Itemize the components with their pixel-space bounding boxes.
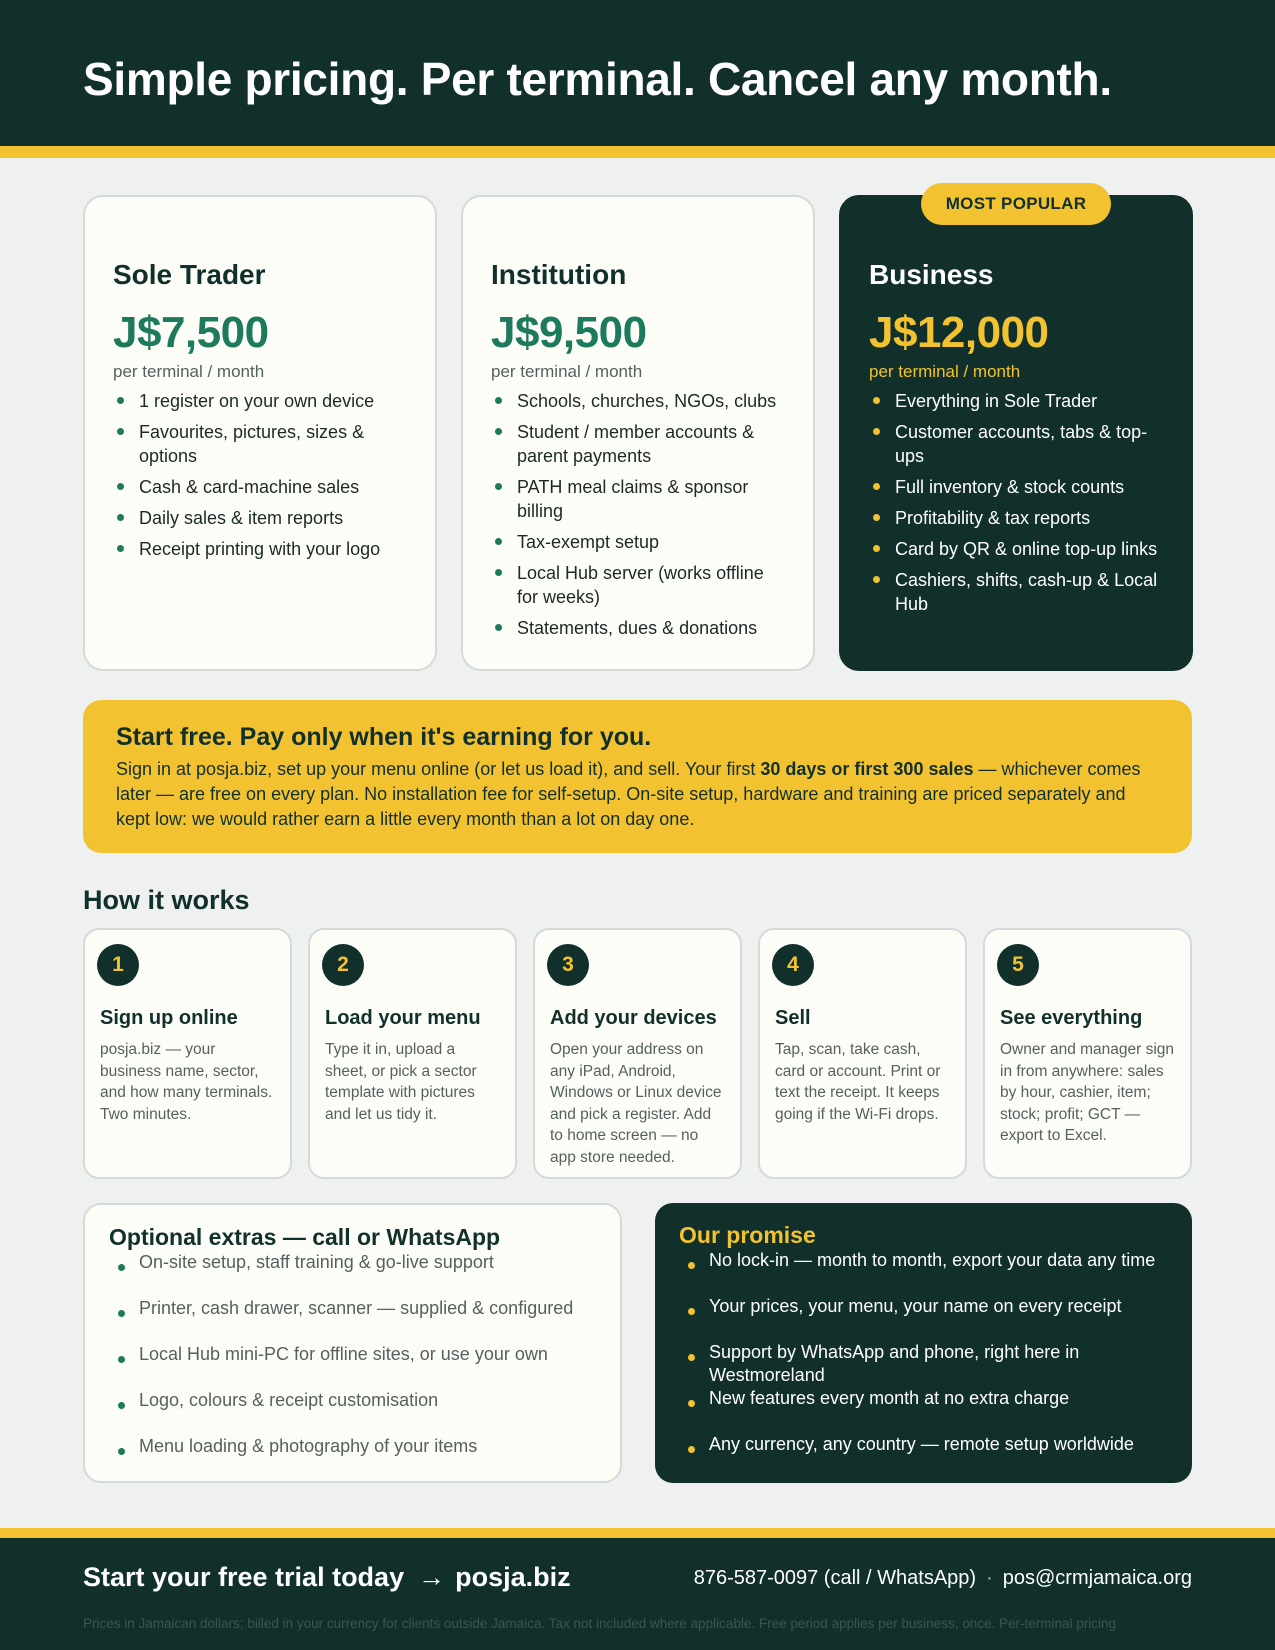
step-number: 2 — [322, 944, 364, 986]
plan-name: Sole Trader — [113, 259, 266, 290]
extras-item: Logo, colours & receipt customisation — [109, 1389, 596, 1435]
plan-price: J$7,500 — [113, 308, 269, 357]
extras-item: Menu loading & photography of your items — [109, 1435, 596, 1481]
page-footer — [0, 1538, 1275, 1650]
plan-feature: Cashiers, shifts, cash-up & Local Hub — [869, 568, 1163, 616]
header-accent-stripe — [0, 146, 1275, 158]
plan-price-unit: per terminal / month — [869, 362, 1021, 381]
step-number: 1 — [97, 944, 139, 986]
plan-feature: Everything in Sole Trader — [869, 389, 1163, 413]
banner-text — [116, 757, 1159, 832]
plan-feature: Full inventory & stock counts — [869, 475, 1163, 499]
banner-text-end: — whichever comes later — are free on every plan. No installation fee for self-setup. On-site setup, hardware and training are priced separately and kept low: we would rather earn a little every month than a lot on day one. — [116, 759, 1141, 829]
promise-item: No lock-in — month to month, export your data any time — [679, 1249, 1168, 1295]
step-number: 5 — [997, 944, 1039, 986]
fine-print: Prices in Jamaican dollars; billed in your currency for clients outside Jamaica. Tax not included where applicable. Free period applies per business, once. Per-terminal pricing — [83, 1616, 1117, 1631]
plan-feature: Student / member accounts & parent payments — [491, 420, 785, 468]
step-text: Type it in, upload a sheet, or pick a sector template with pictures and let us tidy it. — [325, 1041, 477, 1123]
contact-info — [694, 1567, 1192, 1590]
plan-price-unit: per terminal / month — [113, 362, 265, 381]
promise-title: Our promise — [679, 1222, 816, 1248]
plan-feature: Daily sales & item reports — [113, 506, 407, 530]
cta-text: Start your free trial today — [83, 1562, 405, 1592]
plan-feature: Receipt printing with your logo — [113, 537, 407, 561]
step-card-5 — [983, 928, 1192, 1179]
plan-feature-list — [869, 389, 1163, 616]
plan-feature: Statements, dues & donations — [491, 616, 785, 640]
step-text: Owner and manager sign in from anywhere: sales by hour, cashier, item; stock; profit; GCT — export to Excel. — [1000, 1041, 1175, 1144]
promise-list — [679, 1249, 1168, 1479]
step-title: See everything — [1000, 1007, 1143, 1029]
plan-feature: Tax-exempt setup — [491, 530, 785, 554]
page-title: Simple pricing. Per terminal. Cancel any month. — [83, 53, 1112, 105]
free-trial-cta — [83, 1562, 571, 1593]
step-text: Open your address on any iPad, Android, Windows or Linux device and pick a register. Add to home screen — no app store needed. — [550, 1041, 722, 1166]
step-card-4 — [758, 928, 967, 1179]
step-text: Tap, scan, take cash, card or account. Print or text the receipt. It keeps going if the Wi-Fi drops. — [775, 1041, 941, 1123]
banner-text-start: Sign in at posja.biz, set up your menu online (or let us load it), and sell. Your first — [116, 759, 761, 779]
phone-link[interactable]: 876-587-0097 (call / WhatsApp) — [693, 1567, 977, 1589]
how-it-works-heading: How it works — [83, 885, 250, 915]
step-title: Sell — [775, 1007, 811, 1029]
plan-card-business — [839, 195, 1193, 671]
extras-item: On-site setup, staff training & go-live support — [109, 1251, 596, 1297]
free-start-banner — [83, 700, 1192, 853]
promise-item: Your prices, your menu, your name on every receipt — [679, 1295, 1168, 1341]
plan-price: J$12,000 — [869, 308, 1049, 357]
plan-feature: Cash & card-machine sales — [113, 475, 407, 499]
promise-item: Support by WhatsApp and phone, right here in Westmoreland — [679, 1341, 1168, 1387]
extras-item: Printer, cash drawer, scanner — supplied & configured — [109, 1297, 596, 1343]
plan-feature: Favourites, pictures, sizes & options — [113, 420, 407, 468]
website-link[interactable]: posja.biz — [455, 1562, 571, 1592]
plan-feature: Card by QR & online top-up links — [869, 537, 1163, 561]
plan-price-unit: per terminal / month — [491, 362, 643, 381]
extras-title: Optional extras — call or WhatsApp — [109, 1224, 501, 1250]
plan-feature: Customer accounts, tabs & top-ups — [869, 420, 1163, 468]
plan-feature-list — [113, 389, 407, 561]
plan-feature: PATH meal claims & sponsor billing — [491, 475, 785, 523]
step-text: posja.biz — your business name, sector, and how many terminals. Two minutes. — [100, 1041, 273, 1123]
extras-item: Local Hub mini-PC for offline sites, or use your own — [109, 1343, 596, 1389]
banner-title: Start free. Pay only when it's earning for you. — [116, 723, 652, 751]
step-card-3 — [533, 928, 742, 1179]
step-title: Load your menu — [325, 1007, 481, 1029]
step-number: 3 — [547, 944, 589, 986]
plan-price: J$9,500 — [491, 308, 647, 357]
step-card-2 — [308, 928, 517, 1179]
most-popular-badge: MOST POPULAR — [921, 183, 1111, 225]
plan-feature: Local Hub server (works offline for weeks) — [491, 561, 785, 609]
plan-feature-list — [491, 389, 785, 640]
footer-accent-stripe — [0, 1528, 1275, 1538]
plan-card-institution — [461, 195, 815, 671]
step-card-1 — [83, 928, 292, 1179]
extras-list — [109, 1251, 596, 1481]
optional-extras-card — [83, 1203, 622, 1483]
email-link[interactable]: pos@crmjamaica.org — [1002, 1567, 1192, 1589]
page-header — [0, 0, 1275, 146]
our-promise-card — [655, 1203, 1192, 1483]
plan-name: Business — [869, 259, 994, 290]
step-title: Sign up online — [100, 1007, 238, 1029]
arrow-right-icon: → — [418, 1562, 446, 1592]
separator-dot: · — [986, 1567, 993, 1589]
promise-item: New features every month at no extra charge — [679, 1387, 1168, 1433]
plan-feature: Schools, churches, NGOs, clubs — [491, 389, 785, 413]
banner-text-highlight: 30 days or first 300 sales — [760, 759, 974, 779]
promise-item: Any currency, any country — remote setup worldwide — [679, 1433, 1168, 1479]
plan-name: Institution — [491, 259, 627, 290]
plan-feature: Profitability & tax reports — [869, 506, 1163, 530]
plan-feature: 1 register on your own device — [113, 389, 407, 413]
step-title: Add your devices — [550, 1007, 717, 1029]
plan-card-sole-trader — [83, 195, 437, 671]
step-number: 4 — [772, 944, 814, 986]
